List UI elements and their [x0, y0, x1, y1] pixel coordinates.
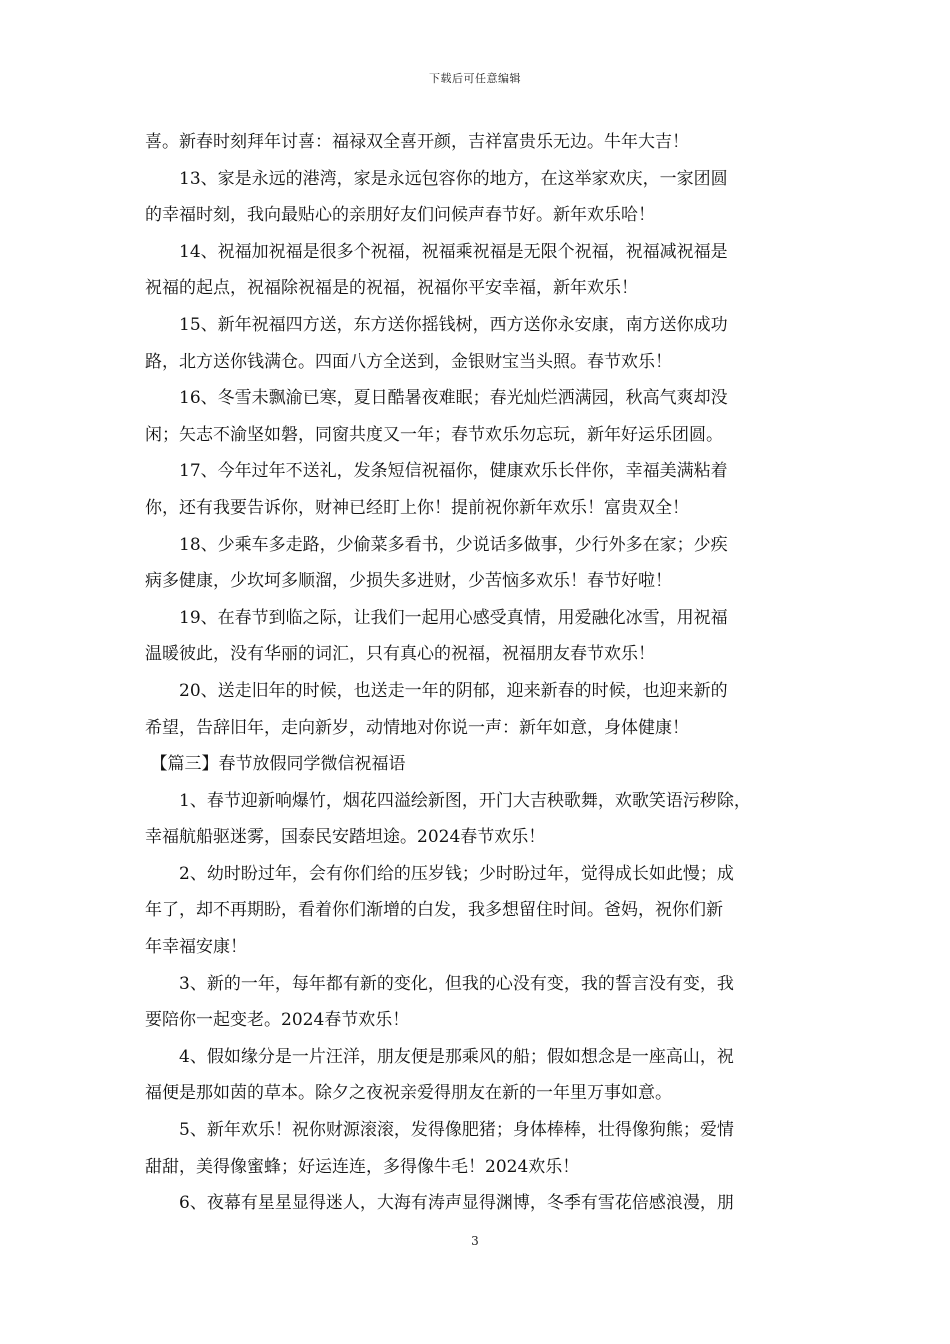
text-line: 甜甜，美得像蜜蜂；好运连连，多得像牛毛！2024欢乐！	[145, 1156, 580, 1177]
text-line: 15、新年祝福四方送，东方送你摇钱树，西方送你永安康，南方送你成功	[145, 314, 728, 335]
text-line: 17、今年过年不送礼，发条短信祝福你，健康欢乐长伴你，幸福美满粘着	[145, 461, 728, 482]
text-line: 路，北方送你钱满仓。四面八方全送到，金银财宝当头照。春节欢乐！	[145, 351, 672, 372]
text-line: 1、春节迎新响爆竹，烟花四溢绘新图，开门大吉秧歌舞，欢歌笑语污秽除，	[145, 790, 751, 811]
text-line: 的幸福时刻，我向最贴心的亲朋好友们问候声春节好。新年欢乐哈！	[145, 205, 655, 226]
text-line: 希望，告辞旧年，走向新岁，动情地对你说一声：新年如意，身体健康！	[145, 717, 689, 738]
text-line: 6、夜幕有星星显得迷人，大海有涛声显得渊博，冬季有雪花倍感浪漫，朋	[145, 1193, 734, 1214]
text-line: 闲；矢志不渝坚如磐，同窗共度又一年；春节欢乐勿忘玩，新年好运乐团圆。	[145, 424, 723, 445]
page-number: 3	[471, 1234, 479, 1248]
page-header: 下载后可任意编辑	[429, 72, 521, 85]
text-line: 18、少乘车多走路，少偷菜多看书，少说话多做事，少行外多在家；少疾	[145, 534, 728, 555]
text-line: 16、冬雪未飘渝已寒，夏日酷暑夜难眠；春光灿烂洒满园，秋高气爽却没	[145, 388, 728, 409]
text-line: 13、家是永远的港湾，家是永远包容你的地方，在这举家欢庆，一家团圆	[145, 168, 728, 189]
document-body	[142, 127, 807, 1225]
text-line: 20、送走旧年的时候，也送走一年的阴郁，迎来新春的时候，也迎来新的	[145, 680, 728, 701]
text-line: 2、幼时盼过年，会有你们给的压岁钱；少时盼过年，觉得成长如此慢；成	[145, 863, 734, 884]
text-line: 年幸福安康！	[145, 937, 247, 958]
text-line: 要陪你一起变老。2024春节欢乐！	[145, 1010, 410, 1031]
section-title: 【篇三】春节放假同学微信祝福语	[142, 754, 406, 775]
text-line: 喜。新春时刻拜年讨喜：福禄双全喜开颜，吉祥富贵乐无边。牛年大吉！	[145, 132, 689, 152]
text-line: 祝福的起点，祝福除祝福是的祝福，祝福你平安幸福，新年欢乐！	[145, 278, 638, 299]
text-line: 你，还有我要告诉你，财神已经盯上你！提前祝你新年欢乐！富贵双全！	[145, 497, 689, 518]
text-line: 年了，却不再期盼，看着你们渐增的白发，我多想留住时间。爸妈，祝你们新	[145, 900, 723, 921]
text-line: 病多健康，少坎坷多顺溜，少损失多进财，少苦恼多欢乐！春节好啦！	[145, 571, 672, 592]
text-line: 4、假如缘分是一片汪洋，朋友便是那乘风的船；假如想念是一座高山，祝	[145, 1046, 734, 1067]
text-line: 温暖彼此，没有华丽的词汇，只有真心的祝福，祝福朋友春节欢乐！	[145, 644, 655, 665]
text-line: 3、新的一年，每年都有新的变化，但我的心没有变，我的誓言没有变，我	[145, 973, 734, 994]
text-line: 福便是那如茵的草本。除夕之夜祝亲爱得朋友在新的一年里万事如意。	[145, 1083, 672, 1104]
text-line: 5、新年欢乐！祝你财源滚滚，发得像肥猪；身体棒棒，壮得像狗熊；爱情	[145, 1120, 734, 1141]
text-line: 14、祝福加祝福是很多个祝福，祝福乘祝福是无限个祝福，祝福减祝福是	[145, 241, 728, 262]
text-line: 幸福航船驱迷雾，国泰民安踏坦途。2024春节欢乐！	[145, 827, 546, 848]
text-line: 19、在春节到临之际，让我们一起用心感受真情，用爱融化冰雪，用祝福	[145, 607, 728, 628]
